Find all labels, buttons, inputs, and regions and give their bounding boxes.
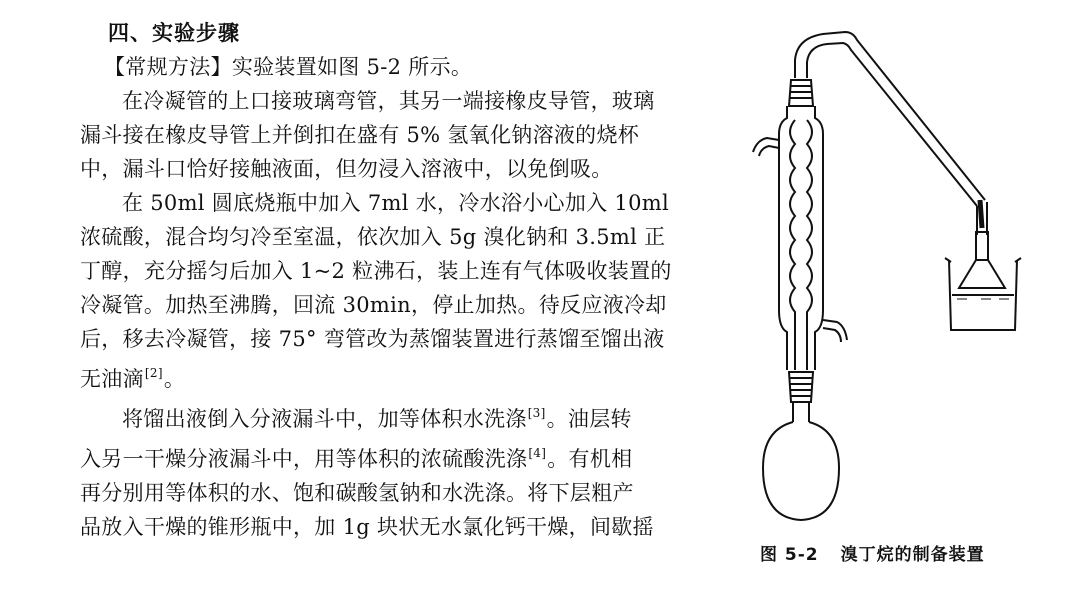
- paragraph-3-line-1: [80, 396, 740, 436]
- method-intro: 实验装置如图 5-2 所示。: [231, 55, 473, 79]
- paragraph-3-line-1-tail: 。油层转: [546, 407, 632, 431]
- paragraph-3-line-2-tail: 。有机相: [547, 447, 633, 471]
- section-heading: 四、实验步骤: [108, 21, 240, 45]
- paragraph-2-line-2: 浓硫酸，混合均匀冷至室温，依次加入 5g 溴化钠和 3.5ml 正: [80, 225, 666, 249]
- paragraph-2-tail: 。: [163, 367, 186, 391]
- footnote-ref-2: [2]: [144, 366, 163, 380]
- rubber-hose: [980, 200, 982, 228]
- footnote-ref-4: [4]: [528, 446, 547, 460]
- figure-title: 溴丁烷的制备装置: [840, 545, 985, 565]
- paragraph-3-line-3: 再分别用等体积的水、饱和碳酸氢钠和水洗涤。将下层粗产: [80, 481, 634, 505]
- condenser-inner-column: [790, 120, 795, 370]
- paragraph-3-line-2: [80, 436, 740, 476]
- condenser-inlet-arm: [753, 138, 779, 156]
- paragraph-2-line-5: 后，移去冷凝管，接 75° 弯管改为蒸馏装置进行蒸馏至馏出液: [80, 327, 665, 351]
- paragraph-3-line-1-text: 将馏出液倒入分液漏斗中，加等体积水洗涤: [122, 407, 527, 431]
- figure-number: 图 5-2: [760, 545, 819, 565]
- paragraph-2-line-6: [80, 356, 740, 396]
- condenser-outlet-arm: [823, 320, 847, 342]
- funnel-neck: [976, 232, 988, 260]
- paragraph-2-line-6-text: 无油滴: [80, 367, 144, 391]
- round-bottom-flask: [763, 422, 839, 520]
- lower-joint: [789, 372, 813, 402]
- method-line: [104, 50, 740, 84]
- upper-joint: [789, 80, 813, 106]
- paragraph-1-line-1: 在冷凝管的上口接玻璃弯管，其另一端接橡皮导管，玻璃: [122, 89, 655, 113]
- apparatus-figure: [745, 10, 1045, 550]
- paragraph-1-line-2: 漏斗接在橡皮导管上并倒扣在盛有 5% 氢氧化钠溶液的烧杯: [80, 123, 640, 147]
- text-column: [80, 16, 740, 544]
- figure-caption: [760, 540, 985, 565]
- condenser-jacket: [779, 106, 787, 370]
- inverted-funnel: [959, 260, 1005, 288]
- paragraph-3-line-2-text: 入另一干燥分液漏斗中，用等体积的浓硫酸洗涤: [80, 447, 528, 471]
- paragraph-2-line-3: 丁醇，充分摇匀后加入 1~2 粒沸石，装上连有气体吸收装置的: [80, 259, 672, 283]
- paragraph-3-line-4: 品放入干燥的锥形瓶中，加 1g 块状无水氯化钙干燥，间歇摇: [80, 515, 654, 539]
- footnote-ref-3: [3]: [527, 406, 546, 420]
- paragraph-2-line-4: 冷凝管。加热至沸腾，回流 30min，停止加热。待反应液冷却: [80, 293, 667, 317]
- paragraph-1-line-3: 中，漏斗口恰好接触液面，但勿浸入溶液中，以免倒吸。: [80, 157, 613, 181]
- method-title: 【常规方法】: [104, 55, 232, 79]
- paragraph-2-line-1: 在 50ml 圆底烧瓶中加入 7ml 水，冷水浴小心加入 10ml: [122, 191, 669, 215]
